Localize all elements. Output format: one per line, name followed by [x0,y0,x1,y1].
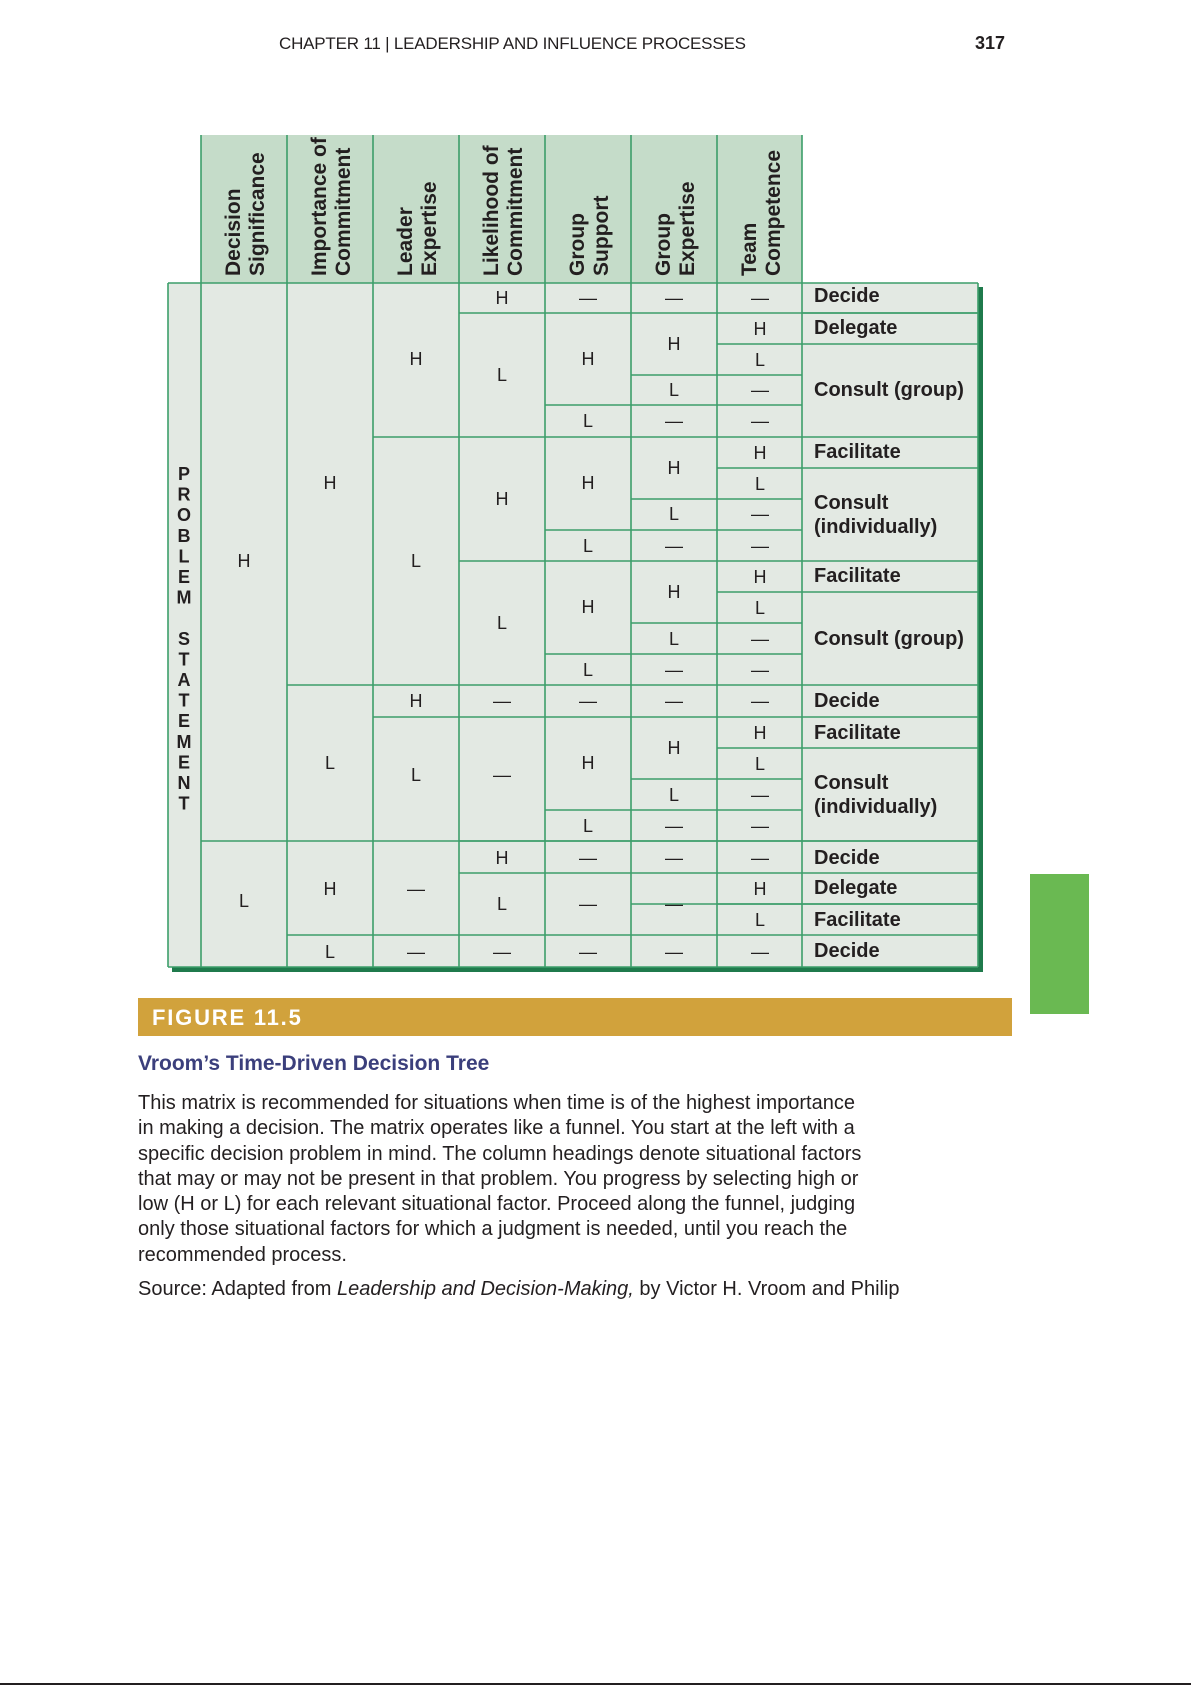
outcome-facilitate: Facilitate [814,909,901,931]
cell-team-competence: — [751,785,769,805]
figure-label: FIGURE 11.5 [152,1005,303,1030]
caption-line: low (H or L) for each relevant situational factor. Proceed along the funnel, judging [138,1193,856,1216]
cell-decision-significance: H [237,551,251,571]
cell-team-competence: — [751,288,769,308]
cell-group-expertise: L [668,380,680,400]
cell-group-support: L [582,411,594,431]
outcome-consult-group: Consult (group) [814,379,964,401]
caption-line: specific decision problem in mind. The column headings denote situational factors [138,1142,862,1165]
cell-group-support: — [579,942,597,962]
cell-team-competence: — [751,536,769,556]
caption-line: recommended process. [138,1243,347,1266]
cell-group-support: — [579,288,597,308]
cell-group-expertise: — [665,536,683,556]
outcome-consult-individually: Consult (individually) [814,772,938,818]
source-prefix: Source: Adapted from [138,1278,338,1300]
cell-group-expertise: H [667,458,681,478]
outcome-decide: Decide [814,940,880,962]
cell-group-expertise: — [665,691,683,711]
cell-group-expertise: H [667,582,681,602]
cell-group-expertise: — [665,660,683,680]
cell-team-competence: — [751,691,769,711]
cell-team-competence: H [753,879,767,899]
caption-line: This matrix is recommended for situations when time is of the highest importance [138,1092,855,1114]
figure-title: Vroom’s Time-Driven Decision Tree [138,1052,490,1075]
caption-line: only those situational factors for which a judgment is needed, until you reach the [138,1218,848,1241]
cell-importance-of-commitment: H [323,879,337,899]
source-suffix: by Victor H. Vroom and Philip [633,1278,900,1300]
cell-likelihood-of-commitment: — [493,691,511,711]
outcome-decide: Decide [814,285,880,307]
cell-leader-expertise: — [407,879,425,899]
cell-team-competence: — [751,411,769,431]
outcome-facilitate: Facilitate [814,565,901,587]
cell-group-expertise: L [668,504,680,524]
cell-leader-expertise: H [409,691,423,711]
cell-group-support: H [581,349,595,369]
column-header-group-expertise: GroupExpertise [652,181,699,276]
outcome-decide: Decide [814,690,880,712]
caption-line: that may or may not be present in that problem. You progress by selecting high or [138,1167,859,1190]
column-header-decision-significance: DecisionSignificance [222,152,269,276]
cell-leader-expertise: — [407,942,425,962]
cell-group-support: — [579,894,597,914]
cell-group-support: L [582,536,594,556]
cell-group-support: — [579,691,597,711]
cell-team-competence: H [753,723,767,743]
cell-group-expertise: — [665,848,683,868]
cell-group-support: H [581,473,595,493]
source-title: Leadership and Decision-Making, [337,1278,634,1300]
outcome-facilitate: Facilitate [814,441,901,463]
cell-leader-expertise: L [410,765,422,785]
outcome-delegate: Delegate [814,877,898,899]
cell-likelihood-of-commitment: — [493,765,511,785]
cell-group-expertise: L [668,785,680,805]
cell-team-competence: H [753,567,767,587]
cell-team-competence: L [754,910,766,930]
cell-likelihood-of-commitment: L [496,613,508,633]
cell-group-expertise: — [665,894,683,914]
cell-likelihood-of-commitment: L [496,365,508,385]
cell-team-competence: — [751,380,769,400]
cell-team-competence: — [751,504,769,524]
outcome-consult-group: Consult (group) [814,628,964,650]
cell-likelihood-of-commitment: H [495,489,509,509]
figure-source [138,1278,900,1301]
column-header-group-support: GroupSupport [566,195,613,276]
cell-group-support: H [581,597,595,617]
cell-group-expertise: — [665,942,683,962]
running-head: CHAPTER 11 | LEADERSHIP AND INFLUENCE PROCESSES [279,34,746,53]
cell-group-support: H [581,753,595,773]
cell-likelihood-of-commitment: L [496,894,508,914]
cell-importance-of-commitment: L [324,753,336,773]
cell-group-support: L [582,660,594,680]
chapter-tab [1030,874,1089,1014]
cell-team-competence: — [751,942,769,962]
outcome-facilitate: Facilitate [814,722,901,744]
cell-team-competence: L [754,474,766,494]
caption-line: in making a decision. The matrix operates like a funnel. You start at the left with a [138,1117,855,1140]
cell-team-competence: — [751,816,769,836]
problem-statement-label: P R O B L E M S T A T E M E N T [176,464,192,814]
cell-group-expertise: L [668,629,680,649]
cell-likelihood-of-commitment: H [495,288,509,308]
cell-group-expertise: — [665,288,683,308]
cell-likelihood-of-commitment: H [495,848,509,868]
cell-group-expertise: H [667,334,681,354]
cell-team-competence: — [751,629,769,649]
column-header-leader-expertise: LeaderExpertise [394,181,441,276]
cell-team-competence: L [754,598,766,618]
outcome-decide: Decide [814,847,880,869]
cell-team-competence: H [753,443,767,463]
cell-team-competence: L [754,754,766,774]
figure-caption [138,1091,1008,1268]
cell-decision-significance: L [238,891,250,911]
cell-group-expertise: — [665,411,683,431]
column-header-importance-of-commitment: Importance ofCommitment [308,137,355,276]
cell-importance-of-commitment: H [323,473,337,493]
figure-label-bar [138,998,1012,1036]
cell-team-competence: — [751,848,769,868]
cell-team-competence: — [751,660,769,680]
outcome-consult-individually: Consult (individually) [814,492,938,538]
cell-group-expertise: — [665,816,683,836]
cell-importance-of-commitment: L [324,942,336,962]
cell-group-support: L [582,816,594,836]
page-number: 317 [975,33,1006,53]
cell-team-competence: L [754,350,766,370]
cell-leader-expertise: H [409,349,423,369]
cell-team-competence: H [753,319,767,339]
column-header-likelihood-of-commitment: Likelihood ofCommitment [480,145,527,276]
column-header-team-competence: TeamCompetence [738,149,785,276]
cell-group-expertise: H [667,738,681,758]
cell-likelihood-of-commitment: — [493,942,511,962]
outcome-delegate: Delegate [814,317,898,339]
cell-leader-expertise: L [410,551,422,571]
cell-group-support: — [579,848,597,868]
